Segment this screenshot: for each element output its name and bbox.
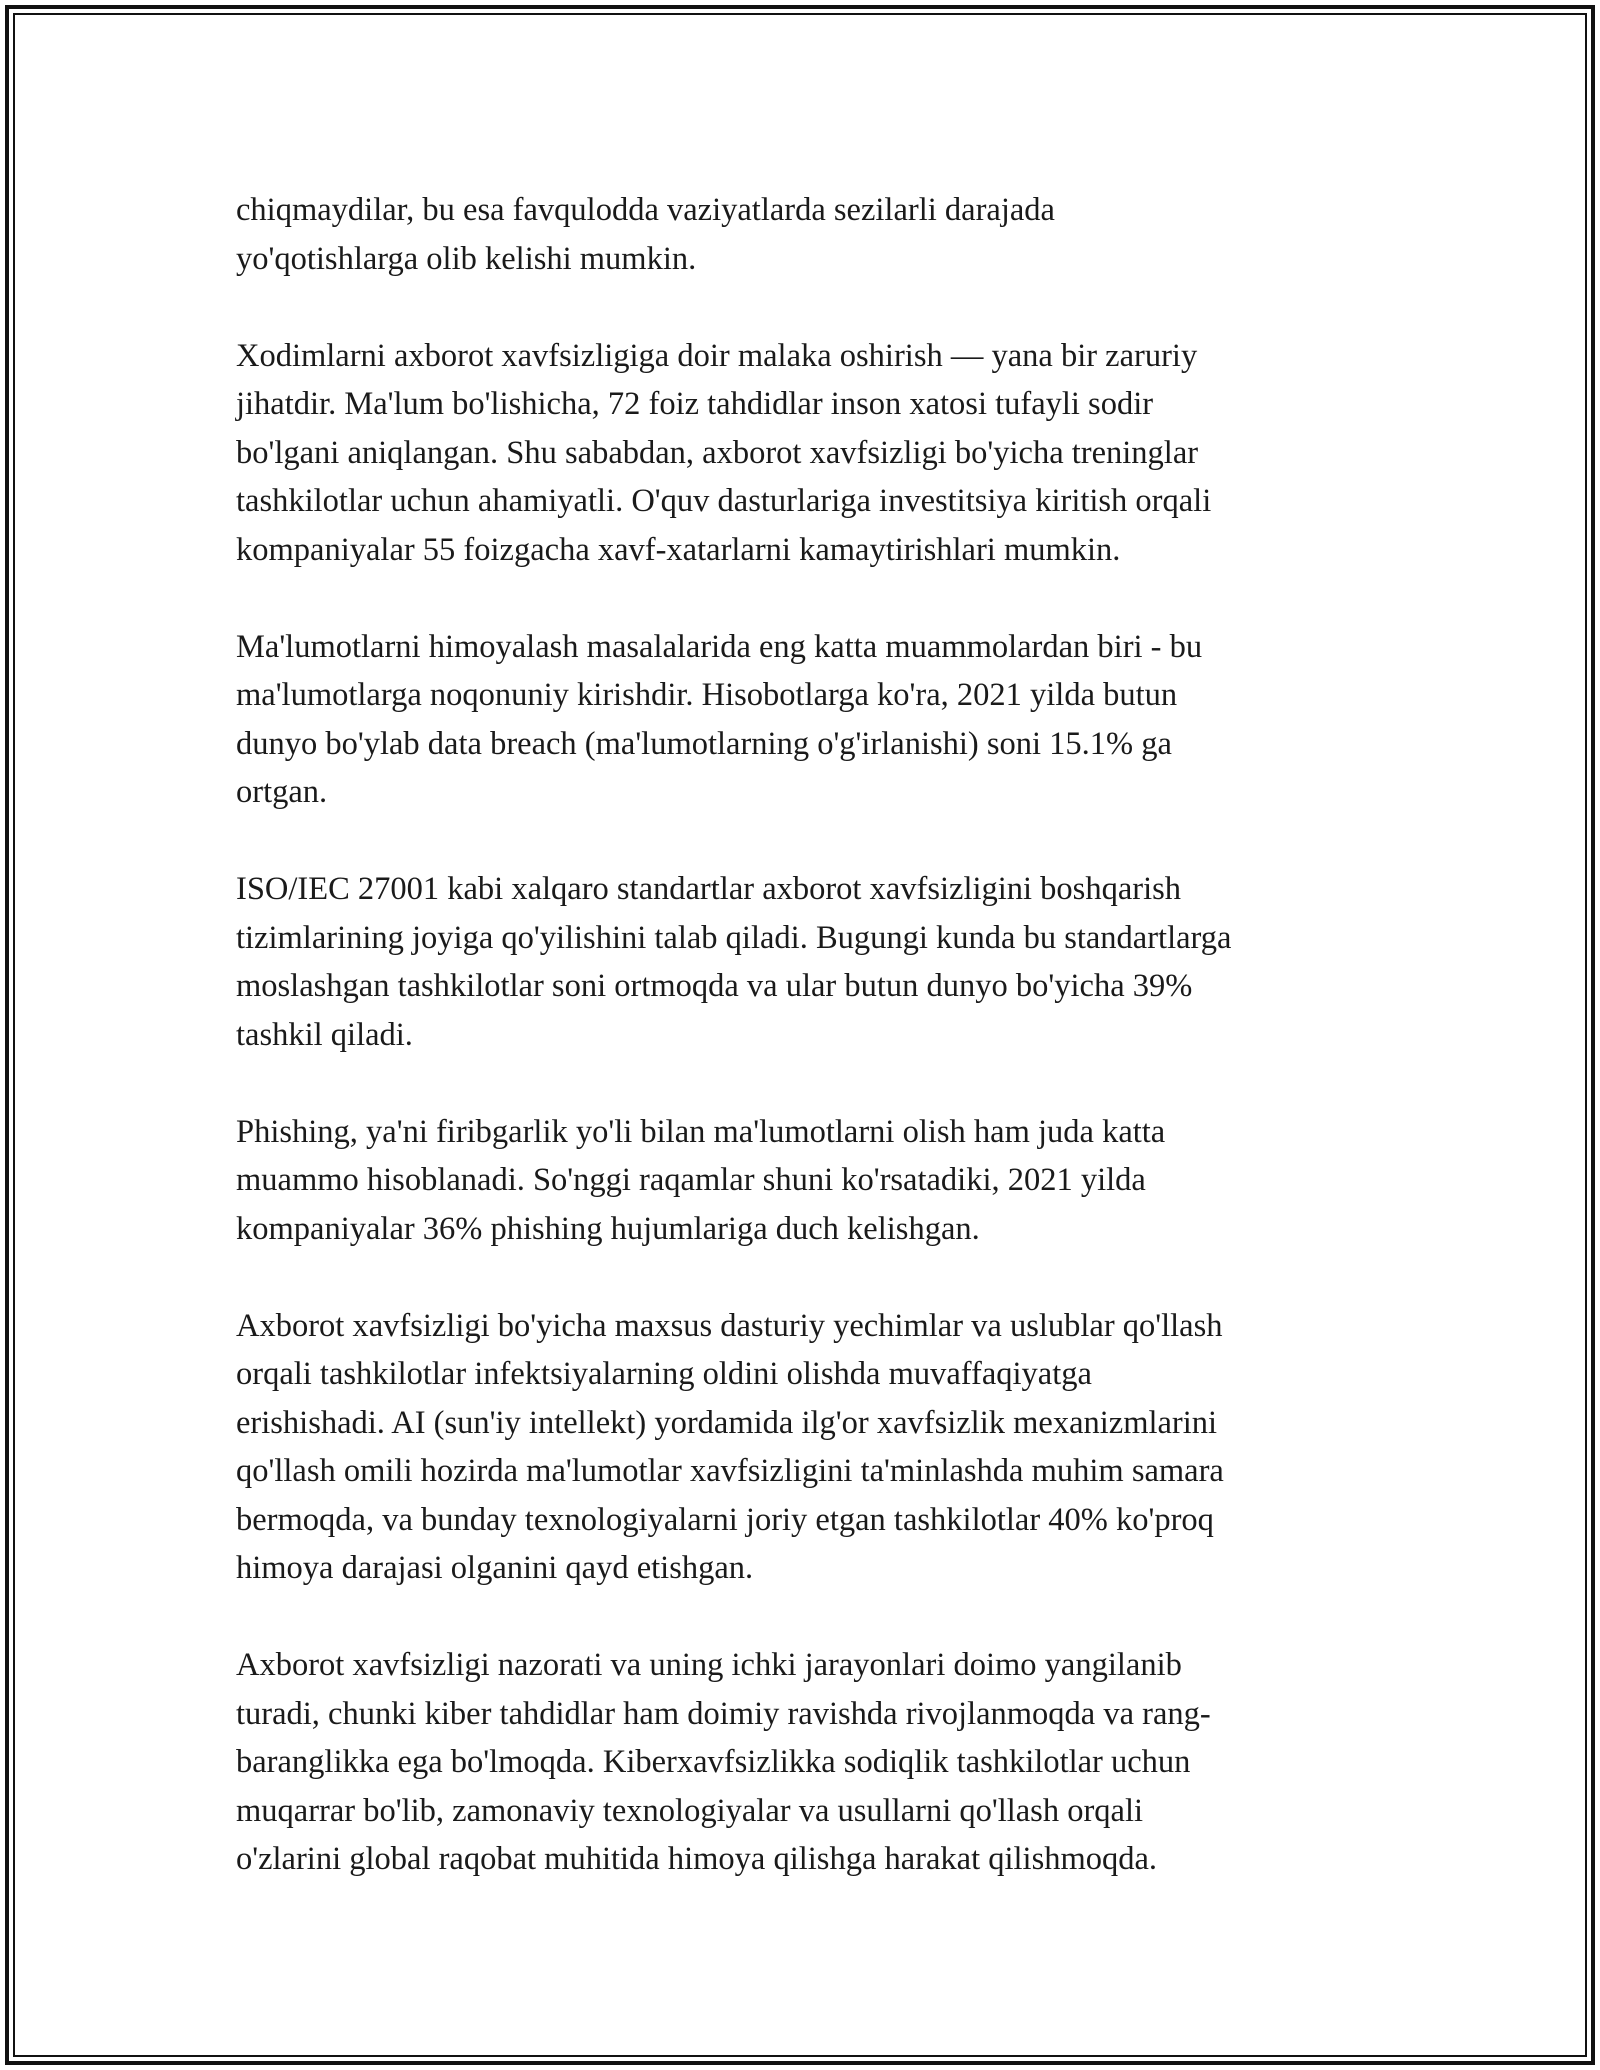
text-line: orqali tashkilotlar infektsiyalarning oldini olishda muvaffaqiyatga (236, 1356, 1092, 1392)
text-line: kompaniyalar 55 foizgacha xavf-xatarlarni kamaytirishlari mumkin. (236, 531, 1121, 568)
text-line: qo'llash omili hozirda ma'lumotlar xavfsizligini ta'minlashda muhim samara (236, 1453, 1224, 1489)
text-line: muammo hisoblanadi. So'nggi raqamlar shuni ko'rsatadiki, 2021 yilda (236, 1162, 1146, 1198)
text-line: Axborot xavfsizligi nazorati va uning ichki jarayonlari doimo yangilanib (236, 1647, 1182, 1683)
text-line: ISO/IEC 27001 kabi xalqaro standartlar axborot xavfsizligini boshqarish (236, 871, 1182, 907)
text-line: muqarrar bo'lib, zamonaviy texnologiyalar va usullarni qo'llash orqali (236, 1792, 1144, 1829)
text-line: yo'qotishlarga olib kelishi mumkin. (236, 240, 697, 277)
paragraph-1 (236, 186, 1376, 283)
text-line: Axborot xavfsizligi bo'yicha maxsus dasturiy yechimlar va uslublar qo'llash (236, 1307, 1223, 1344)
text-line: tashkil qiladi. (236, 1016, 413, 1053)
paragraph-4 (236, 865, 1376, 1059)
text-line: turadi, chunki kiber tahdidlar ham doimiy ravishda rivojlanmoqda va rang- (236, 1695, 1211, 1732)
text-line: dunyo bo'ylab data breach (ma'lumotlarning o'g'irlanishi) soni 15.1% ga (236, 725, 1172, 762)
paragraph-3 (236, 623, 1376, 817)
text-line: Ma'lumotlarni himoyalash masalalarida eng katta muammolardan biri - bu (236, 628, 1203, 665)
text-line: bermoqda, va bunday texnologiyalarni joriy etgan tashkilotlar 40% ko'proq (236, 1501, 1214, 1538)
document-body (236, 186, 1376, 1884)
text-line: tizimlarining joyiga qo'yilishini talab qiladi. Bugungi kunda bu standartlarga (236, 919, 1232, 956)
text-line: erishishadi. AI (sun'iy intellekt) yordamida ilg'or xavfsizlik mexanizmlarini (236, 1404, 1218, 1441)
text-line: o'zlarini global raqobat muhitida himoya qilishga harakat qilishmoqda. (236, 1841, 1158, 1877)
text-line: moslashgan tashkilotlar soni ortmoqda va ular butun dunyo bo'yicha 39% (236, 968, 1193, 1004)
text-line: chiqmaydilar, bu esa favqulodda vaziyatlarda sezilarli darajada (236, 192, 1055, 228)
text-line: bo'lgani aniqlangan. Shu sababdan, axborot xavfsizligi bo'yicha treninglar (236, 434, 1199, 471)
paragraph-6 (236, 1302, 1376, 1593)
text-line: jihatdir. Ma'lum bo'lishicha, 72 foiz tahdidlar inson xatosi tufayli sodir (236, 386, 1154, 422)
paragraph-7 (236, 1641, 1376, 1884)
text-line: kompaniyalar 36% phishing hujumlariga duch kelishgan. (236, 1210, 980, 1247)
text-line: himoya darajasi olganini qayd etishgan. (236, 1550, 754, 1586)
text-line: tashkilotlar uchun ahamiyatli. O'quv dasturlariga investitsiya kiritish orqali (236, 483, 1212, 519)
paragraph-2 (236, 332, 1376, 575)
text-line: Xodimlarni axborot xavfsizligiga doir malaka oshirish — yana bir zaruriy (236, 337, 1198, 374)
text-line: ortgan. (236, 774, 328, 810)
text-line: ma'lumotlarga noqonuniy kirishdir. Hisobotlarga ko'ra, 2021 yilda butun (236, 677, 1178, 713)
text-line: Phishing, ya'ni firibgarlik yo'li bilan ma'lumotlarni olish ham juda katta (236, 1113, 1166, 1150)
text-line: baranglikka ega bo'lmoqda. Kiberxavfsizlikka sodiqlik tashkilotlar uchun (236, 1744, 1191, 1780)
paragraph-5 (236, 1108, 1376, 1254)
